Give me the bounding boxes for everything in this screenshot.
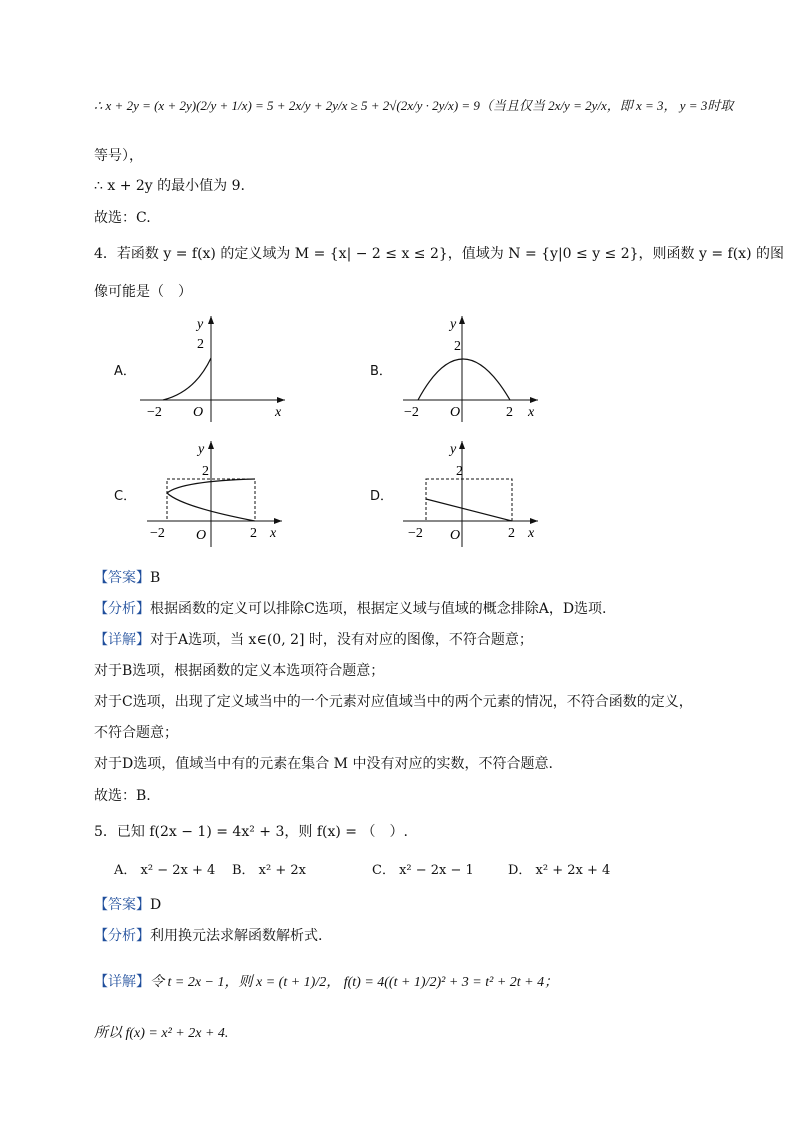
analysis-4-text: 根据函数的定义可以排除C选项，根据定义域与值域的概念排除A，D选项. <box>150 601 607 617</box>
detail-4-c: 对于C选项，出现了定义域当中的一个元素对应值域当中的两个元素的情况，不符合函数的定义， <box>94 694 693 710</box>
solution-line-equal: 等号）， <box>94 148 143 164</box>
option-a-label: A． <box>114 364 136 379</box>
detail-4 <box>94 630 533 650</box>
selection-4: 故选：B. <box>94 788 151 804</box>
q5-option-a: A． x² − 2x + 4 <box>114 863 216 878</box>
detail-4-b: 对于B选项，根据函数的定义本选项符合题意； <box>94 663 385 679</box>
graph-a <box>135 312 295 427</box>
answer-tag: 【答案】 <box>94 570 150 586</box>
graph-a-y-label: y <box>197 317 204 332</box>
question-4-text: 4．若函数 y = f(x) 的定义域为 M = {x| − 2 ≤ x ≤ 2}，值域为 N = {y|0 ≤ y ≤ 2}，则函数 y = f(x) 的图 <box>94 246 784 262</box>
graph-b-y-label: y <box>450 317 457 332</box>
option-c-label: C． <box>114 489 137 504</box>
graph-c-origin: O <box>196 528 207 543</box>
answer-5-value: D <box>150 897 162 913</box>
analysis-tag: 【分析】 <box>94 601 150 617</box>
question-4-text-cont: 像可能是（ ） <box>94 284 192 300</box>
graph-c-xtick-neg: −2 <box>150 526 165 541</box>
analysis-tag: 【分析】 <box>94 928 150 944</box>
graph-c <box>142 437 292 552</box>
detail-4-d: 不符合题意； <box>94 725 178 741</box>
final-5: 所以 f(x) = x² + 2x + 4. <box>94 1026 229 1041</box>
graph-c-xtick-pos: 2 <box>250 526 257 541</box>
option-b-label: B． <box>370 364 392 379</box>
analysis-4 <box>94 599 607 619</box>
graph-c-y-label: y <box>198 442 205 457</box>
answer-4 <box>94 568 160 588</box>
detail-4-text: 对于A选项，当 x∈(0, 2] 时，没有对应的图像，不符合题意； <box>150 632 533 648</box>
solution-line-choice: 故选：C. <box>94 210 151 226</box>
analysis-5 <box>94 926 322 946</box>
graph-d-xtick-pos: 2 <box>508 526 515 541</box>
graph-d-y-label: y <box>450 442 457 457</box>
q5-option-c: C． x² − 2x − 1 <box>372 863 474 878</box>
graph-d-origin: O <box>450 528 461 543</box>
graph-d-x-label: x <box>528 526 535 541</box>
detail-5-text: 令 t = 2x − 1，则 x = (t + 1)/2， f(t) = 4((t + 1)/2)² + 3 = t² + 2t + 4； <box>150 975 559 990</box>
graph-d <box>398 437 548 552</box>
answer-tag: 【答案】 <box>94 897 150 913</box>
analysis-5-text: 利用换元法求解函数解析式. <box>150 928 323 944</box>
graph-b <box>398 312 548 427</box>
graph-a-origin: O <box>193 405 204 420</box>
graph-a-xtick: −2 <box>147 405 162 420</box>
q5-option-b: B． x² + 2x <box>232 863 306 878</box>
graph-b-xtick-pos: 2 <box>506 405 513 420</box>
solution-line-min: ∴ x + 2y 的最小值为 9. <box>94 178 245 194</box>
detail-5 <box>94 972 558 993</box>
question-5-text: 5．已知 f(2x − 1) = 4x² + 3，则 f(x) = （ ）. <box>94 824 408 840</box>
graph-b-ytick: 2 <box>454 339 461 354</box>
solution-line-inequality: ∴ x + 2y = (x + 2y)(2/y + 1/x) = 5 + 2x/y + 2y/x ≥ 5 + 2√(2x/y · 2y/x) = 9（当且仅当 2x/y = 2y/x，即 x = 3， y = 3时取 <box>94 98 734 113</box>
graph-b-xtick-neg: −2 <box>404 405 419 420</box>
graph-a-x-label: x <box>275 405 282 420</box>
detail-tag: 【详解】 <box>94 632 150 648</box>
q5-option-d: D． x² + 2x + 4 <box>508 863 611 878</box>
graph-b-origin: O <box>450 405 461 420</box>
answer-4-value: B <box>150 570 161 586</box>
graph-c-x-label: x <box>270 526 277 541</box>
detail-tag: 【详解】 <box>94 974 150 990</box>
graph-d-ytick: 2 <box>456 464 463 479</box>
graph-c-ytick: 2 <box>202 464 209 479</box>
answer-5 <box>94 895 161 915</box>
option-d-label: D． <box>370 489 394 504</box>
graph-b-x-label: x <box>528 405 535 420</box>
graph-d-xtick-neg: −2 <box>408 526 423 541</box>
detail-4-e: 对于D选项，值域当中有的元素在集合 M 中没有对应的实数，不符合题意. <box>94 756 553 772</box>
graph-a-ytick: 2 <box>197 337 204 352</box>
